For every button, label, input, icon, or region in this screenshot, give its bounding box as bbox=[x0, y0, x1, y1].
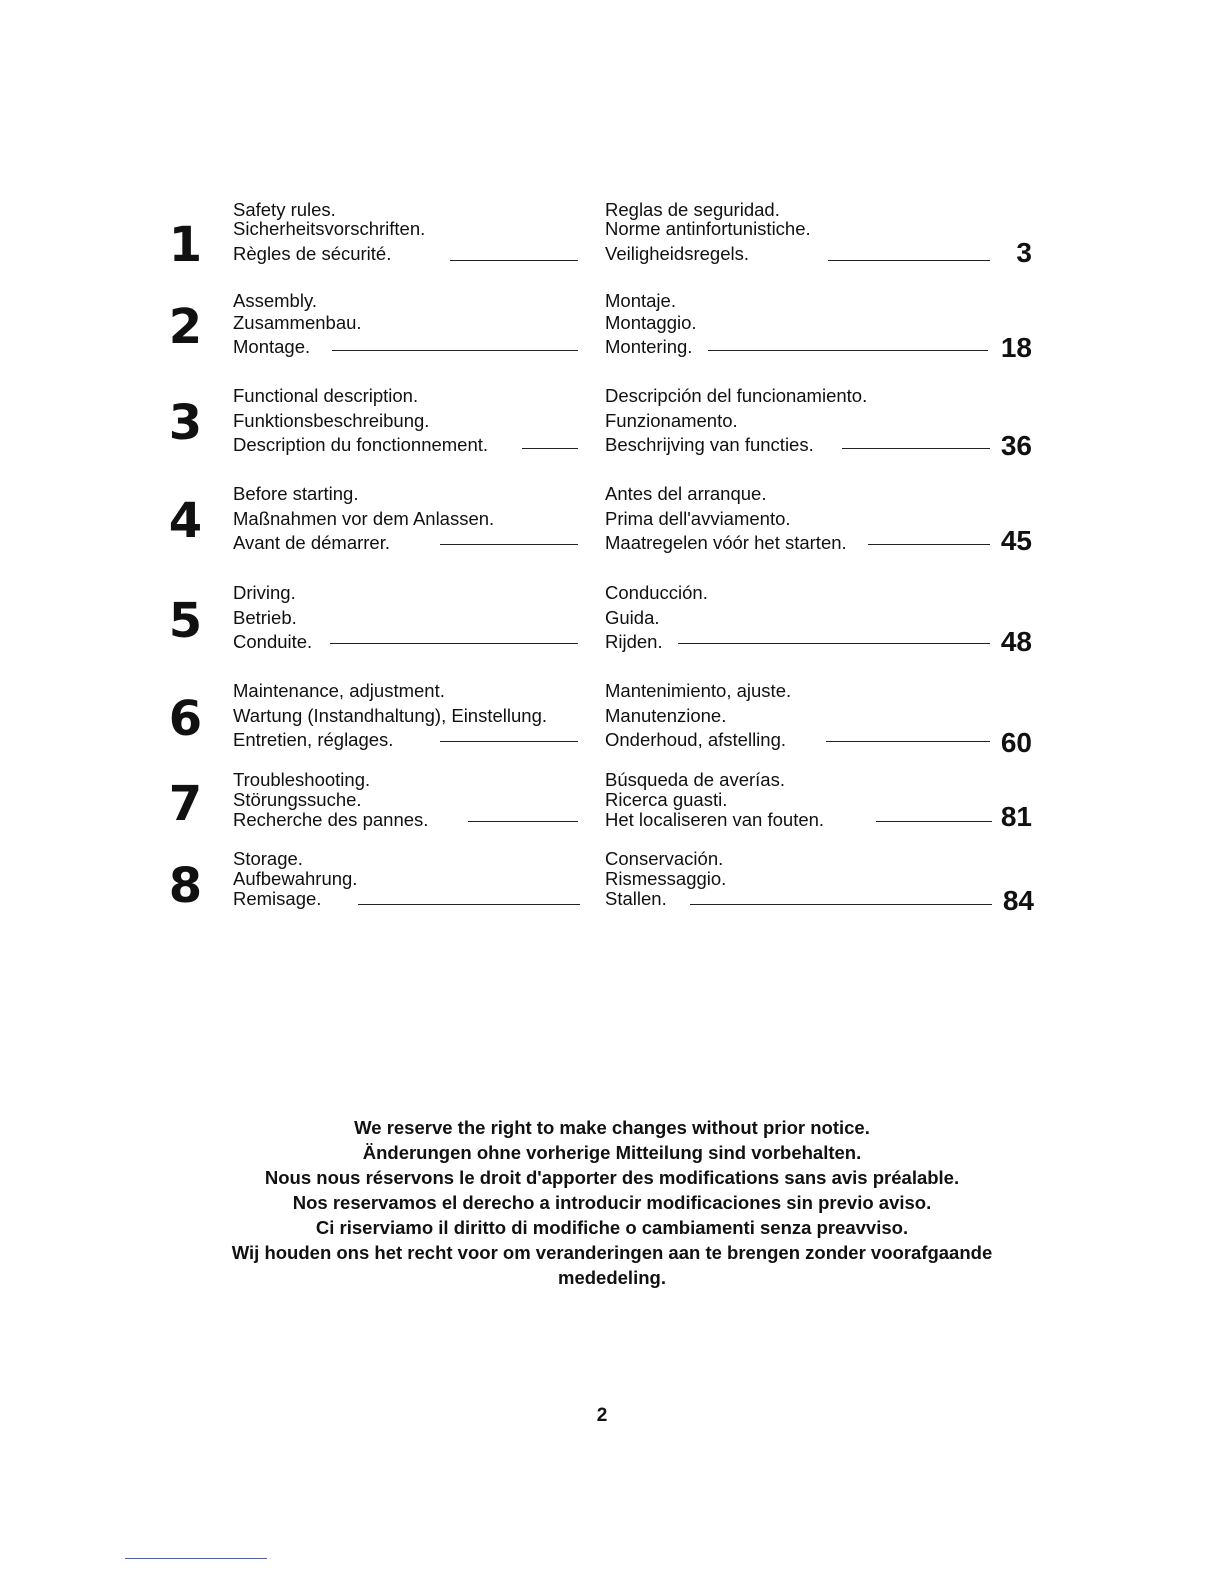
toc-section-5 bbox=[0, 582, 1224, 662]
leader-line bbox=[826, 741, 990, 742]
section-number: 3 bbox=[168, 395, 202, 451]
section-title-en: Driving. bbox=[233, 582, 296, 603]
page-reference: 45 bbox=[1000, 525, 1032, 556]
section-number: 8 bbox=[168, 858, 202, 914]
page-reference: 3 bbox=[1016, 237, 1032, 268]
section-title-de: Störungssuche. bbox=[233, 789, 362, 810]
section-title-it: Funzionamento. bbox=[605, 410, 738, 431]
leader-line bbox=[330, 643, 578, 644]
section-title-it: Montaggio. bbox=[605, 312, 697, 333]
section-title-es: Reglas de seguridad. bbox=[605, 199, 780, 220]
section-title-de: Funktionsbeschreibung. bbox=[233, 410, 430, 431]
section-title-de: Maßnahmen vor dem Anlassen. bbox=[233, 508, 495, 529]
section-title-fr: Entretien, réglages. bbox=[233, 729, 394, 750]
leader-line bbox=[522, 448, 578, 449]
notice-line-nl: Wij houden ons het recht voor om veranderingen aan te brengen zonder voorafgaande bbox=[231, 1242, 993, 1263]
section-title-es: Búsqueda de averías. bbox=[605, 769, 785, 790]
section-title-nl: Het localiseren van fouten. bbox=[605, 809, 825, 830]
section-title-it: Ricerca guasti. bbox=[605, 789, 728, 810]
section-title-nl: Onderhoud, afstelling. bbox=[605, 729, 787, 750]
toc-section-8 bbox=[0, 848, 1224, 928]
notice-line-es: Nos reservamos el derecho a introducir modificaciones sin previo aviso. bbox=[292, 1192, 932, 1213]
section-number: 4 bbox=[168, 493, 202, 549]
toc-section-4 bbox=[0, 483, 1224, 563]
section-title-es: Montaje. bbox=[605, 290, 676, 311]
section-title-fr: Description du fonctionnement. bbox=[233, 434, 489, 455]
section-title-de: Wartung (Instandhaltung), Einstellung. bbox=[233, 705, 547, 726]
page-reference: 81 bbox=[1000, 801, 1032, 832]
section-number: 5 bbox=[168, 593, 202, 649]
section-title-fr: Recherche des pannes. bbox=[233, 809, 429, 830]
toc-section-1 bbox=[0, 197, 1224, 277]
notice-line-it: Ci riserviamo il diritto di modifiche o cambiamenti senza preavviso. bbox=[315, 1217, 909, 1238]
section-title-nl: Maatregelen vóór het starten. bbox=[605, 532, 847, 553]
section-title-es: Conducción. bbox=[605, 582, 708, 603]
page-reference: 60 bbox=[1000, 727, 1032, 758]
section-title-en: Storage. bbox=[233, 848, 303, 869]
section-title-fr: Montage. bbox=[233, 336, 311, 357]
leader-line bbox=[332, 350, 578, 351]
section-number: 2 bbox=[168, 299, 202, 355]
notice-line-en: We reserve the right to make changes without prior notice. bbox=[354, 1117, 870, 1138]
section-title-es: Mantenimiento, ajuste. bbox=[605, 680, 792, 701]
leader-line bbox=[358, 904, 580, 905]
page-number: 2 bbox=[596, 1405, 608, 1426]
page-reference: 48 bbox=[1000, 626, 1032, 657]
section-title-nl: Montering. bbox=[605, 336, 693, 357]
section-title-es: Descripción del funcionamiento. bbox=[605, 385, 868, 406]
toc-section-7 bbox=[0, 769, 1224, 849]
section-title-en: Maintenance, adjustment. bbox=[233, 680, 445, 701]
leader-line bbox=[842, 448, 990, 449]
notice-line-fr: Nous nous réservons le droit d'apporter des modifications sans avis préalable. bbox=[264, 1167, 960, 1188]
page-reference: 84 bbox=[1002, 885, 1034, 916]
section-title-nl: Rijden. bbox=[605, 631, 663, 652]
notice-line-de: Änderungen ohne vorherige Mitteilung sind vorbehalten. bbox=[362, 1142, 862, 1163]
leader-line bbox=[440, 544, 578, 545]
section-title-de: Aufbewahrung. bbox=[233, 868, 358, 889]
section-title-nl: Beschrijving van functies. bbox=[605, 434, 814, 455]
section-title-fr: Règles de sécurité. bbox=[233, 243, 392, 264]
page-reference: 36 bbox=[1000, 430, 1032, 461]
leader-line bbox=[468, 821, 578, 822]
leader-line bbox=[678, 643, 990, 644]
footer-rule bbox=[125, 1558, 267, 1559]
section-title-es: Conservación. bbox=[605, 848, 724, 869]
section-title-fr: Avant de démarrer. bbox=[233, 532, 390, 553]
section-number: 7 bbox=[168, 776, 202, 832]
toc-section-3 bbox=[0, 385, 1224, 465]
section-title-it: Manutenzione. bbox=[605, 705, 727, 726]
section-title-en: Before starting. bbox=[233, 483, 359, 504]
section-title-fr: Remisage. bbox=[233, 888, 322, 909]
section-number: 1 bbox=[168, 217, 202, 273]
section-title-nl: Stallen. bbox=[605, 888, 667, 909]
section-number: 6 bbox=[168, 691, 202, 747]
section-title-de: Sicherheitsvorschriften. bbox=[233, 218, 426, 239]
section-title-it: Rismessaggio. bbox=[605, 868, 727, 889]
leader-line bbox=[450, 260, 578, 261]
section-title-en: Safety rules. bbox=[233, 199, 336, 220]
leader-line bbox=[708, 350, 988, 351]
section-title-nl: Veiligheidsregels. bbox=[605, 243, 749, 264]
toc-section-6 bbox=[0, 680, 1224, 760]
section-title-it: Guida. bbox=[605, 607, 660, 628]
section-title-de: Zusammenbau. bbox=[233, 312, 362, 333]
leader-line bbox=[828, 260, 990, 261]
notice-line-nl-cont: mededeling. bbox=[558, 1267, 666, 1288]
toc-section-2 bbox=[0, 290, 1224, 370]
page-reference: 18 bbox=[1000, 332, 1032, 363]
section-title-it: Prima dell'avviamento. bbox=[605, 508, 791, 529]
leader-line bbox=[440, 741, 578, 742]
section-title-en: Troubleshooting. bbox=[233, 769, 371, 790]
section-title-it: Norme antinfortunistiche. bbox=[605, 218, 811, 239]
section-title-de: Betrieb. bbox=[233, 607, 297, 628]
section-title-fr: Conduite. bbox=[233, 631, 313, 652]
change-notice bbox=[120, 1115, 1104, 1290]
section-title-en: Functional description. bbox=[233, 385, 419, 406]
section-title-es: Antes del arranque. bbox=[605, 483, 767, 504]
section-title-en: Assembly. bbox=[233, 290, 317, 311]
leader-line bbox=[690, 904, 992, 905]
